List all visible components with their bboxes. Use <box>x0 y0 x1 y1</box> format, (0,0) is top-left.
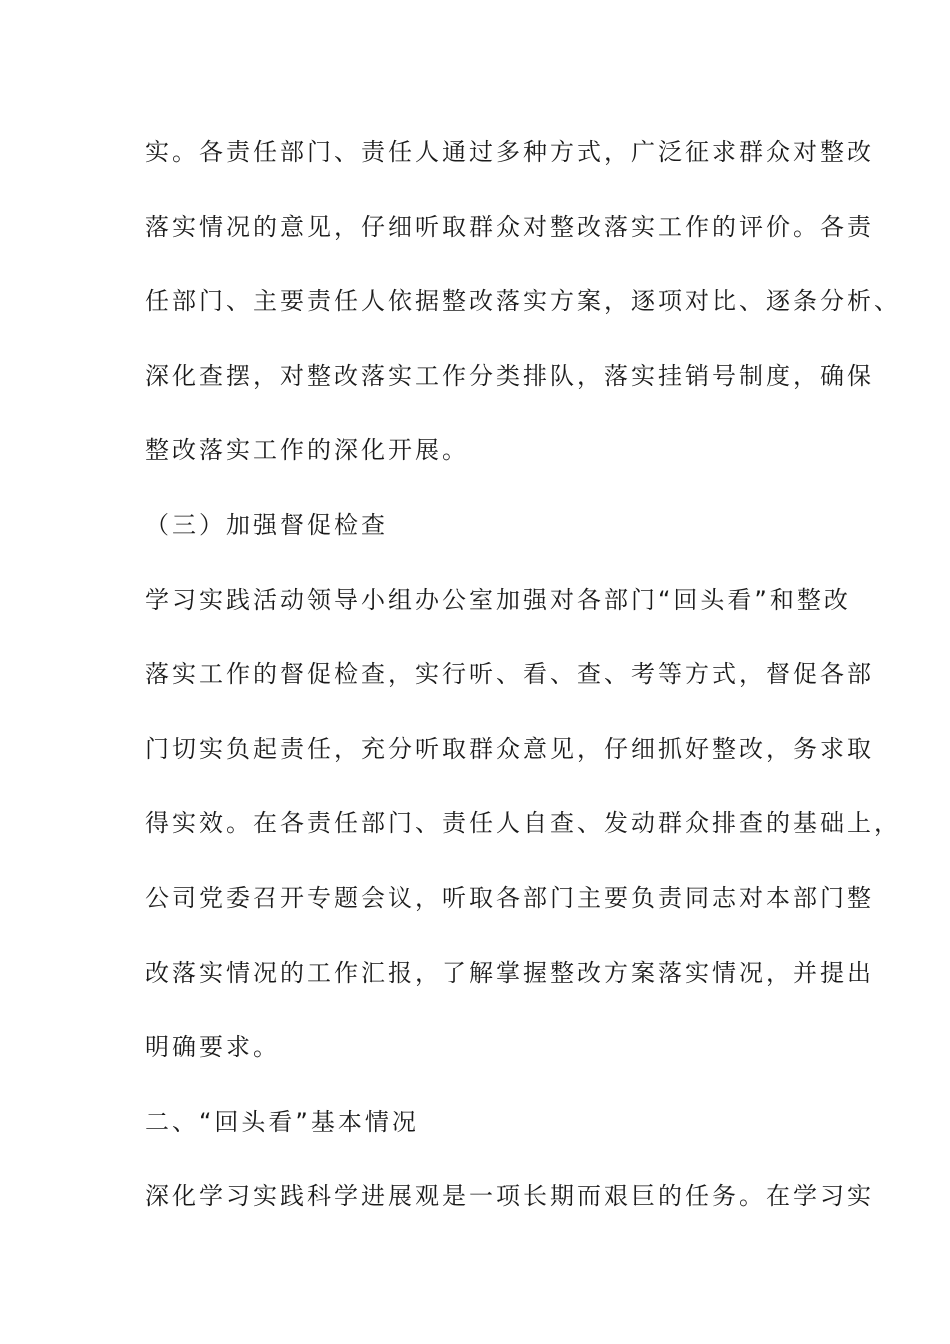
text-line: 任部门、主要责任人依据整改落实方案，逐项对比、逐条分析、 <box>145 287 901 316</box>
text-line: 落实情况的意见，仔细听取群众对整改落实工作的评价。各责 <box>145 212 874 241</box>
text-line: 深化查摆，对整改落实工作分类排队，落实挂销号制度，确保 <box>145 361 874 390</box>
section-heading: 二、“回头看”基本情况 <box>145 1107 419 1136</box>
section-heading: （三）加强督促检查 <box>145 510 388 539</box>
text-line: 公司党委召开专题会议，听取各部门主要负责同志对本部门整 <box>145 883 874 912</box>
text-line: 改落实情况的工作汇报，了解掌握整改方案落实情况，并提出 <box>145 958 874 987</box>
text-line: 落实工作的督促检查，实行听、看、查、考等方式，督促各部 <box>145 660 874 689</box>
document-body <box>145 124 901 1243</box>
text-line: 门切实负起责任，充分听取群众意见，仔细抓好整改，务求取 <box>145 734 874 763</box>
text-line: 实。各责任部门、责任人通过多种方式，广泛征求群众对整改 <box>145 138 874 166</box>
text-line: 学习实践活动领导小组办公室加强对各部门“回头看”和整改 <box>145 585 851 614</box>
text-line: 得实效。在各责任部门、责任人自查、发动群众排查的基础上， <box>145 809 901 838</box>
text-line: 明确要求。 <box>145 1033 280 1062</box>
text-line: 深化学习实践科学进展观是一项长期而艰巨的任务。在学习实 <box>145 1182 874 1211</box>
text-line: 整改落实工作的深化开展。 <box>145 436 469 465</box>
